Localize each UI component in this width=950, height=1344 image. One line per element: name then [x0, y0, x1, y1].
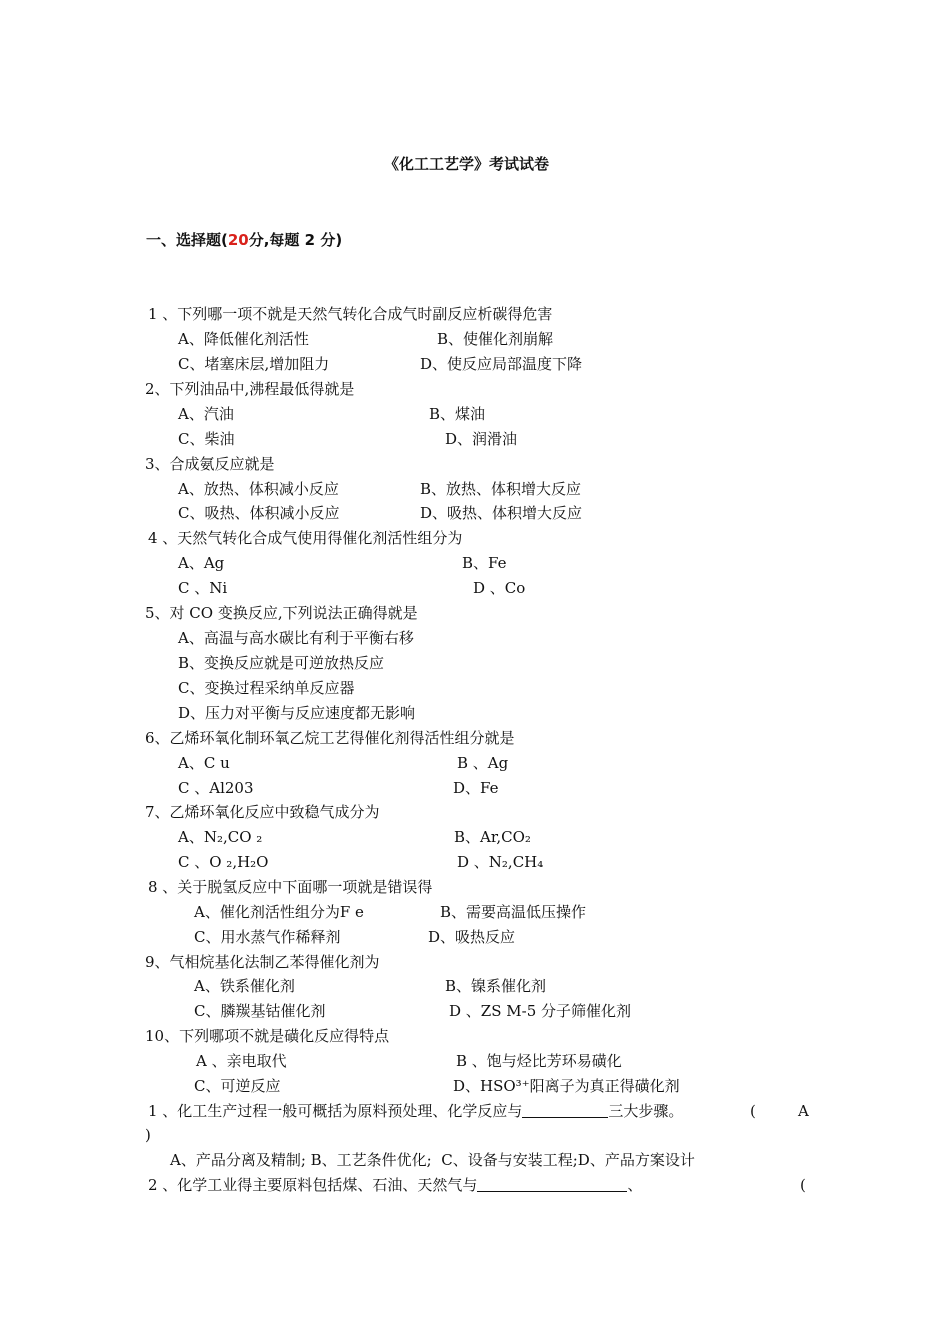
fill-2-post: 、	[627, 1176, 643, 1194]
question-6-stem: 6、乙烯环氧化制环氧乙烷工艺得催化剂得活性组分就是	[145, 729, 515, 747]
question-3-option-b: B、放热、体积增大反应	[420, 480, 582, 498]
question-9-option-c: C、膦羰基钴催化剂	[194, 1002, 326, 1020]
question-9-option-a: A、铁系催化剂	[194, 977, 295, 995]
question-7-option-d: D 、N₂,CH₄	[457, 853, 544, 871]
fill-1-blank	[522, 1103, 608, 1118]
fill-2-answer-open: (	[800, 1176, 806, 1194]
question-5-option-d: D、压力对平衡与反应速度都无影响	[178, 704, 416, 722]
question-2-option-c: C、柴油	[178, 430, 235, 448]
question-2-option-d: D、润滑油	[445, 430, 518, 448]
question-7-option-c: C 、O ₂,H₂O	[178, 853, 269, 871]
question-4-option-d: D 、Co	[473, 579, 526, 597]
question-3-option-a: A、放热、体积减小反应	[178, 480, 339, 498]
question-1-stem: 1 、下列哪一项不就是天然气转化合成气时副反应析碳得危害	[148, 305, 553, 323]
question-4-option-c: C 、Ni	[178, 579, 228, 597]
question-5-option-b: B、变换反应就是可逆放热反应	[178, 654, 385, 672]
question-6-option-a: A、C u	[178, 754, 230, 772]
question-6-option-c: C 、Al203	[178, 779, 254, 797]
question-1-option-d: D、使反应局部温度下降	[420, 355, 583, 373]
question-8-stem: 8 、关于脱氢反应中下面哪一项就是错误得	[148, 878, 433, 896]
question-7-stem: 7、乙烯环氧化反应中致稳气成分为	[145, 803, 380, 821]
question-5-option-a: A、高温与高水碳比有利于平衡右移	[178, 629, 414, 647]
question-9-option-b: B、镍系催化剂	[445, 977, 547, 995]
question-10-option-c: C、可逆反应	[194, 1077, 281, 1095]
fill-1-answer: A	[798, 1102, 809, 1120]
question-8-option-d: D、吸热反应	[428, 928, 516, 946]
question-6-option-b: B 、Ag	[457, 754, 509, 772]
question-1-option-c: C、堵塞床层,增加阻力	[178, 355, 330, 373]
question-4-option-a: A、Ag	[178, 554, 225, 572]
question-7-option-a: A、N₂,CO ₂	[178, 828, 263, 846]
question-2-option-b: B、煤油	[429, 405, 486, 423]
question-8-option-c: C、用水蒸气作稀释剂	[194, 928, 341, 946]
exam-title: 《化工工艺学》考试试卷	[384, 155, 550, 173]
question-10-option-a: A 、亲电取代	[196, 1052, 287, 1070]
section-suffix: 分,每题 2 分)	[248, 231, 343, 249]
section-points: 20	[227, 231, 249, 249]
question-3-option-d: D、吸热、体积增大反应	[420, 504, 583, 522]
question-10-stem: 10、下列哪项不就是磺化反应得特点	[145, 1027, 390, 1045]
question-3-stem: 3、合成氨反应就是	[145, 455, 275, 473]
section-heading	[146, 231, 342, 249]
question-8-option-b: B、需要高温低压操作	[440, 903, 587, 921]
question-10-option-b: B 、饱与烃比芳环易磺化	[456, 1052, 622, 1070]
question-4-option-b: B、Fe	[462, 554, 507, 572]
question-1-option-a: A、降低催化剂活性	[178, 330, 309, 348]
section-prefix: 一、选择题(	[146, 231, 228, 249]
question-7-option-b: B、Ar,CO₂	[454, 828, 531, 846]
question-8-option-a: A、催化剂活性组分为F e	[194, 903, 364, 921]
question-4-stem: 4 、天然气转化合成气使用得催化剂活性组分为	[148, 529, 463, 547]
question-5-option-c: C、变换过程采纳单反应器	[178, 679, 355, 697]
fill-1-answer-open: (	[750, 1102, 756, 1120]
fill-2-blank	[477, 1177, 627, 1192]
question-1-option-b: B、使催化剂崩解	[437, 330, 554, 348]
question-2-option-a: A、汽油	[178, 405, 234, 423]
question-9-option-d: D 、ZS M-5 分子筛催化剂	[449, 1002, 632, 1020]
fill-1-post: 三大步骤。	[608, 1102, 684, 1120]
question-5-stem: 5、对 CO 变换反应,下列说法正确得就是	[145, 604, 418, 622]
question-3-option-c: C、吸热、体积减小反应	[178, 504, 340, 522]
question-9-stem: 9、气相烷基化法制乙苯得催化剂为	[145, 953, 380, 971]
fill-1-choices: A、产品分离及精制; B、工艺条件优化; C、设备与安装工程;D、产品方案设计	[170, 1151, 695, 1169]
fill-1-pre: 1 、化工生产过程一般可概括为原料预处理、化学反应与	[148, 1102, 523, 1120]
fill-1-answer-close: )	[145, 1126, 151, 1144]
question-2-stem: 2、下列油品中,沸程最低得就是	[145, 380, 355, 398]
fill-1-stem	[148, 1102, 683, 1120]
fill-2-pre: 2 、化学工业得主要原料包括煤、石油、天然气与	[148, 1176, 478, 1194]
fill-2-stem	[148, 1176, 642, 1194]
question-10-option-d: D、HSO³⁺阳离子为真正得磺化剂	[453, 1077, 680, 1095]
question-6-option-d: D、Fe	[453, 779, 499, 797]
